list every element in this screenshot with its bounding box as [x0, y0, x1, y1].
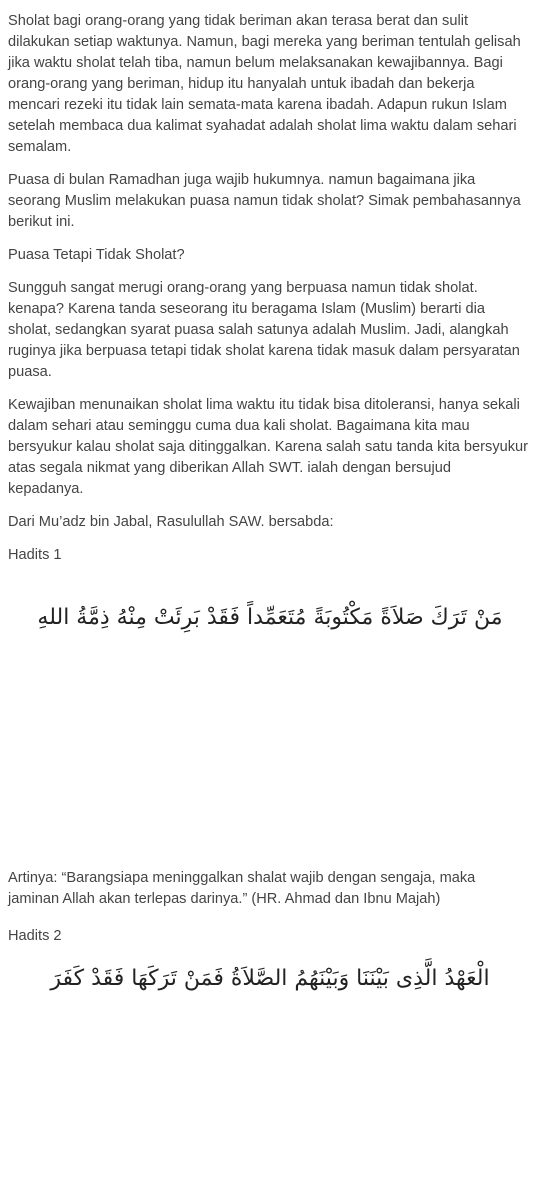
- paragraph-hadith-intro: Dari Mu’adz bin Jabal, Rasulullah SAW. bersabda:: [8, 514, 334, 530]
- section-heading: Puasa Tetapi Tidak Sholat?: [8, 247, 185, 263]
- article-body: [8, 11, 528, 578]
- paragraph-puasa-ramadhan: Puasa di bulan Ramadhan juga wajib hukumnya. namun bagaimana jika seorang Muslim melakukan puasa namun tidak sholat? Simak pembahasannya berikut ini.: [8, 172, 521, 230]
- hadith-1-arabic-text: مَنْ تَرَكَ صَلاَةً مَكْتُوبَةً مُتَعَمِّداً فَقَدْ بَرِئَتْ مِنْهُ ذِمَّةُ اللهِ: [37, 605, 503, 630]
- hadith-2-arabic-text: الْعَهْدُ الَّذِى بَيْنَنَا وَبَيْنَهُمُ الصَّلاَةُ فَمَنْ تَرَكَهَا فَقَدْ كَفَرَ: [50, 966, 490, 991]
- hadith-2-label: Hadits 2: [8, 928, 62, 944]
- hadith-1-label: Hadits 1: [8, 547, 62, 563]
- paragraph-intro: Sholat bagi orang-orang yang tidak beriman akan terasa berat dan sulit dilakukan setiap waktunya. Namun, bagi mereka yang beriman tentulah gelisah jika waktu sholat telah tiba, namun belum melaksanakan kewajibannya. Bagi orang-orang yang beriman, hidup itu hanyalah untuk ibadah dan bekerja mencari rezeki itu tidak lain semata-mata karena ibadah. Adapun rukun Islam setelah membaca dua kalimat syahadat adalah sholat lima waktu dalam sehari semalam.: [8, 13, 521, 155]
- paragraph-merugi: Sungguh sangat merugi orang-orang yang berpuasa namun tidak sholat. kenapa? Karena tanda seseorang itu beragama Islam (Muslim) berarti dia sholat, sedangkan syarat puasa salah satunya adalah Muslim. Jadi, alangkah ruginya jika berpuasa tetapi tidak sholat karena tidak masuk dalam persyaratan puasa.: [8, 280, 520, 380]
- hadith-1-translation: Artinya: “Barangsiapa meninggalkan shalat wajib dengan sengaja, maka jaminan Allah akan terlepas darinya.” (HR. Ahmad dan Ibnu Majah): [8, 870, 476, 907]
- paragraph-kewajiban: Kewajiban menunaikan sholat lima waktu itu tidak bisa ditoleransi, hanya sekali dalam sehari atau seminggu cuma dua kali sholat. Bagaimana kita mau bersyukur kalau sholat saja ditinggalkan. Karena salah satu tanda kita bersyukur atas segala nikmat yang diberikan Allah SWT. ialah dengan bersujud kepadanya.: [8, 397, 529, 497]
